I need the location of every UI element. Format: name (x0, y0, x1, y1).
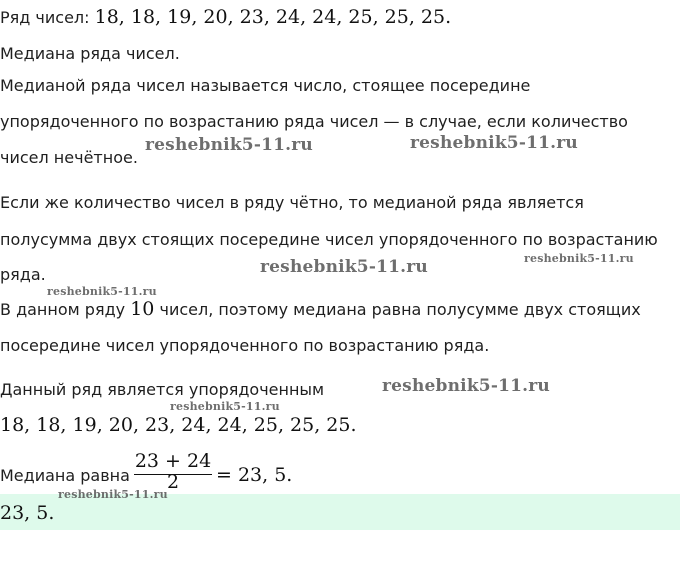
watermark: reshebnik5-11.ru (524, 252, 634, 265)
watermark: reshebnik5-11.ru (47, 285, 157, 298)
watermark: reshebnik5-11.ru (260, 257, 428, 277)
this-series-line-2: посередине чисел упорядоченного по возрастанию ряда. (0, 336, 490, 355)
ordered-text: Данный ряд является упорядоченным (0, 380, 325, 399)
even-case-line-2: полусумма двух стоящих посередине чисел упорядоченного по возрастанию (0, 230, 658, 249)
this-series-count: 10 (130, 298, 155, 320)
watermark: reshebnik5-11.ru (145, 135, 313, 155)
watermark: reshebnik5-11.ru (382, 376, 550, 396)
this-series-line-1 (0, 298, 641, 320)
ordered-numbers: 18, 18, 19, 20, 23, 24, 24, 25, 25, 25. (0, 414, 357, 436)
watermark: reshebnik5-11.ru (170, 400, 280, 413)
median-result: = 23, 5. (216, 464, 293, 486)
even-case-line-3: ряда. (0, 265, 46, 284)
median-heading: Медиана ряда чисел. (0, 44, 180, 63)
definition-line-2: упорядоченного по возрастанию ряда чисел — в случае, если количество (0, 112, 628, 131)
this-series-prefix: В данном ряду (0, 300, 126, 319)
definition-line-1: Медианой ряда чисел называется число, стоящее посередине (0, 76, 531, 95)
definition-line-3: чисел нечётное. (0, 148, 138, 167)
fraction-numerator: 23 + 24 (134, 450, 212, 472)
series-numbers: 18, 18, 19, 20, 23, 24, 24, 25, 25, 25. (94, 6, 452, 28)
fraction-denominator: 2 (166, 471, 180, 493)
series-line (0, 6, 451, 28)
watermark: reshebnik5-11.ru (58, 488, 168, 501)
this-series-suffix: чисел, поэтому медиана равна полусумме двух стоящих (159, 300, 641, 319)
series-label: Ряд чисел: (0, 8, 90, 27)
even-case-line-1: Если же количество чисел в ряду чётно, то медианой ряда является (0, 193, 584, 212)
answer-value: 23, 5. (0, 502, 55, 524)
median-label: Медиана равна (0, 466, 130, 485)
watermark: reshebnik5-11.ru (410, 133, 578, 153)
